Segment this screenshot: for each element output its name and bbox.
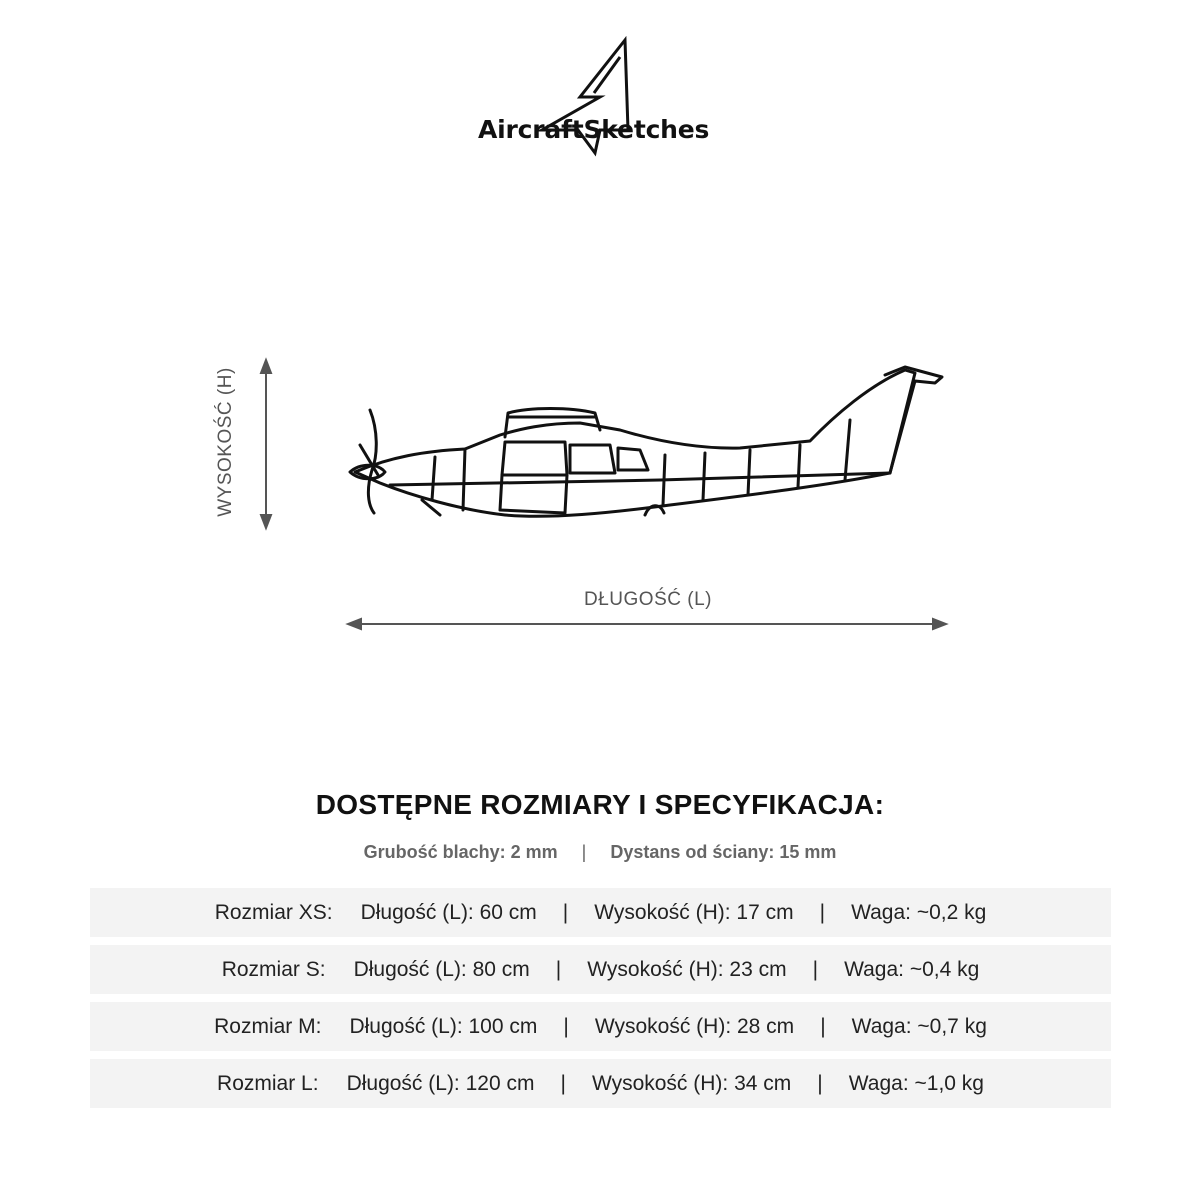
size-height: Wysokość (H): 23 cm [587,957,787,981]
size-name: Rozmiar S: [221,957,326,981]
row-separator: | [560,1071,566,1095]
size-row-l [90,1059,1111,1108]
row-separator: | [812,957,819,981]
size-length: Długość (L): 120 cm [346,1071,535,1095]
size-name: Rozmiar XS: [214,900,333,924]
size-weight: Waga: ~0,2 kg [851,900,987,924]
height-arrow-top-head [261,360,271,373]
height-label: WYSOKOŚĆ (H) [215,367,236,517]
row-separator: | [819,900,826,924]
size-row-xs [90,888,1111,937]
size-weight: Waga: ~0,7 kg [851,1014,987,1038]
size-length: Długość (L): 60 cm [360,900,537,924]
size-name: Rozmiar M: [214,1014,322,1038]
size-height: Wysokość (H): 28 cm [594,1014,795,1038]
logo-text-part1: Aircraft [478,115,584,144]
length-label: DŁUGOŚĆ (L) [584,589,712,610]
size-length: Długość (L): 100 cm [349,1014,538,1038]
size-height: Wysokość (H): 34 cm [591,1071,792,1095]
row-separator: | [555,957,562,981]
length-arrow-right-head [933,619,946,629]
row-separator: | [562,900,569,924]
brand-logo [470,35,730,160]
size-row-s [90,945,1111,994]
size-weight: Waga: ~1,0 kg [848,1071,984,1095]
logo-text [478,115,709,144]
size-table [90,888,1111,1116]
row-separator: | [563,1014,569,1038]
size-row-m [90,1002,1111,1051]
size-weight: Waga: ~0,4 kg [844,957,980,981]
subtitle-separator: | [581,842,587,862]
row-separator: | [820,1014,826,1038]
sheet-thickness: Grubość blachy: 2 mm [363,842,558,862]
logo-text-part2: Sketches [583,115,710,144]
size-name: Rozmiar L: [217,1071,319,1095]
row-separator: | [817,1071,823,1095]
spec-subtitle [0,842,1200,863]
spec-title: DOSTĘPNE ROZMIARY I SPECYFIKACJA: [315,789,885,820]
wall-distance: Dystans od ściany: 15 mm [610,842,837,862]
height-arrow-bottom-head [261,515,271,528]
size-height: Wysokość (H): 17 cm [594,900,794,924]
size-length: Długość (L): 80 cm [353,957,530,981]
length-arrow-left-head [348,619,361,629]
aircraft-silhouette-icon [330,345,950,535]
